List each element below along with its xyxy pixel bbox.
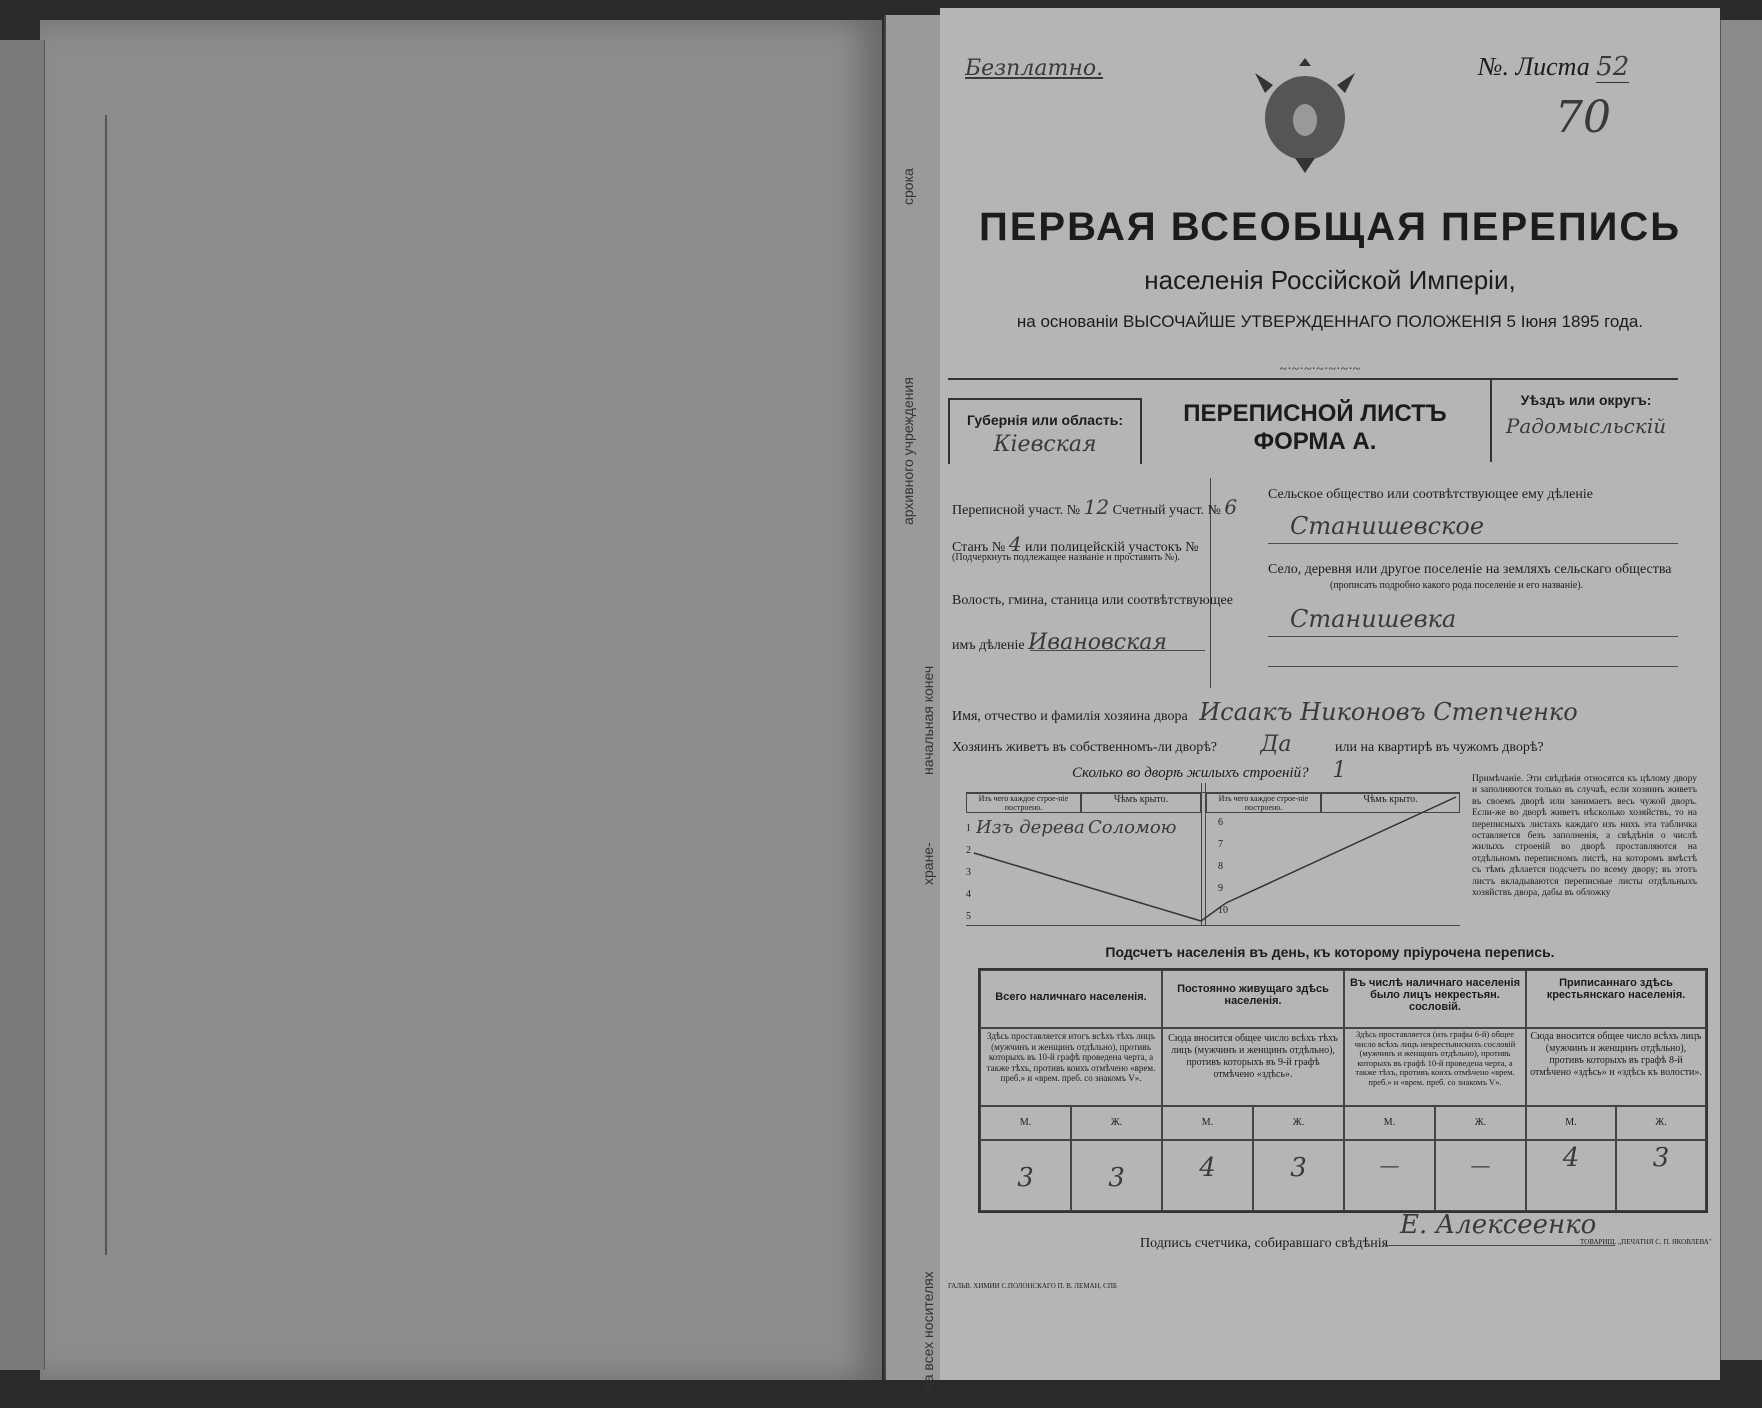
row-num-5: 5	[966, 911, 971, 922]
right-page-edges	[1720, 20, 1762, 1360]
society-value: Станишевское	[1290, 512, 1485, 540]
police-label: или полицейскій участокъ №	[1024, 540, 1199, 555]
row-num-8: 8	[1218, 861, 1223, 872]
census-section-field	[952, 495, 1237, 519]
row-num-1: 1	[966, 823, 971, 834]
pop-col2-header: Постоянно живущаго здѣсь населенія.	[1162, 970, 1344, 1028]
ornament-divider: ~·~·~·~·~·~·~	[1279, 362, 1361, 377]
society-label: Сельское общество или соотвѣтствующее ему дѣленіе	[1268, 487, 1593, 502]
pop-col2-m-value: 4	[1162, 1140, 1253, 1211]
buildings-count-field	[1072, 758, 1346, 783]
pop-col2-desc: Сюда вносится общее число всѣхъ тѣхъ лицъ (мужчинъ и женщинъ отдѣльно), противъ которыхъ въ 9-й графѣ отмѣчено «здѣсь».	[1162, 1028, 1344, 1106]
pop-col1-m-label: М.	[980, 1106, 1071, 1140]
uezd-block	[1490, 380, 1680, 462]
pop-col4-header: Приписаннаго здѣсь крестьянскаго населенія.	[1526, 970, 1706, 1028]
rented-label: или на квартирѣ въ чужомъ дворѣ?	[1335, 740, 1544, 755]
pop-col1-f-label: Ж.	[1071, 1106, 1162, 1140]
form-title: ПЕРЕПИСНОЙ ЛИСТЪ	[1183, 400, 1447, 427]
row-num-4: 4	[966, 889, 971, 900]
buildings-col2-header: Чѣмъ крыто.	[1081, 793, 1201, 813]
form-letter: ФОРМА А.	[1253, 428, 1377, 455]
spine-label-1: срока	[900, 168, 916, 205]
population-title: Подсчетъ населенія въ день, къ которому пріурочена перепись.	[1105, 944, 1555, 960]
spine-strip	[884, 15, 944, 1390]
pop-col4-m-label: М.	[1526, 1106, 1616, 1140]
page-subtitle: населенія Россійской Имперіи,	[1144, 265, 1516, 295]
owner-value: Исаакъ Никоновъ Степченко	[1199, 698, 1578, 726]
village-value: Станишевка	[1290, 605, 1457, 633]
own-yard-value: Да	[1260, 732, 1292, 757]
uezd-label: Уѣздъ или округъ:	[1520, 392, 1652, 408]
spine-label-5: на всех носителях	[920, 1271, 936, 1390]
stan-value: 4	[1008, 532, 1022, 556]
village-underline	[1268, 636, 1678, 637]
owner-field	[952, 698, 1578, 726]
left-page-edges	[0, 40, 45, 1370]
own-yard-field	[952, 732, 1544, 757]
spine-label-2: архивного учреждения	[900, 377, 916, 525]
pop-col2-m-label: М.	[1162, 1106, 1253, 1140]
coat-of-arms-icon	[1250, 48, 1360, 178]
census-section-label: Переписной участ. №	[952, 503, 1081, 518]
buildings-col1-header: Изъ чего каждое строе-ніе построено.	[966, 793, 1081, 813]
row1-material: Изъ дерева	[976, 817, 1085, 838]
society-underline	[1268, 543, 1678, 544]
count-section-value: 6	[1224, 495, 1238, 519]
pop-col1-desc: Здѣсь проставляется итогъ всѣхъ тѣхъ лицъ (мужчинъ и женщинъ отдѣльно), противъ которыхъ въ 10-й графѣ проведена черта, а также тѣхъ, противъ коихъ отмѣчено «врем. преб.» и «врем. преб. со знакомъ V».	[980, 1028, 1162, 1106]
signature-label: Подпись счетчика, собиравшаго свѣдѣнія	[1140, 1236, 1389, 1251]
row-num-10: 10	[1218, 905, 1228, 916]
buildings-label: Сколько во дворѣ жилыхъ строеній?	[1072, 765, 1309, 781]
count-section-label: Счетный участ. №	[1112, 503, 1221, 518]
volost-label-2: имъ дѣленіе	[952, 638, 1025, 653]
buildings-table	[966, 792, 1460, 926]
pop-col3-m-label: М.	[1344, 1106, 1435, 1140]
own-yard-label: Хозяинъ живетъ въ собственномъ-ли дворѣ?	[952, 740, 1218, 755]
page-basis: на основаніи ВЫСОЧАЙШЕ УТВЕРЖДЕННАГО ПОЛОЖЕНІЯ 5 Іюня 1895 года.	[1016, 312, 1644, 331]
archive-number: 70	[1555, 92, 1611, 143]
buildings-col1-header-right: Изъ чего каждое строе-ніе построено.	[1206, 793, 1321, 813]
police-hint: (Подчеркнуть подлежащее названіе и проставить №).	[952, 552, 1180, 563]
stan-label: Станъ №	[952, 540, 1006, 555]
uezd-value: Радомысльскій	[1505, 414, 1667, 438]
pop-col3-f-value: —	[1435, 1140, 1526, 1211]
pop-col4-desc: Сюда вносится общее число всѣхъ лицъ (мужчинъ и женщинъ отдѣльно), противъ которыхъ въ графѣ 8-й отмѣчено «здѣсь» и «здѣсь къ волости».	[1526, 1028, 1706, 1106]
page-title: ПЕРВАЯ ВСЕОБЩАЯ ПЕРЕПИСЬ	[979, 205, 1681, 249]
volost-label: Волость, гмина, станица или соотвѣтствующее	[952, 593, 1233, 608]
free-label: Безплатно.	[965, 56, 1104, 81]
volost-value: Ивановская	[1028, 630, 1167, 655]
village-label: Село, деревня или другое поселеніе на земляхъ сельскаго общества	[1268, 562, 1672, 577]
strike-lines	[966, 793, 1460, 925]
pop-col3-header: Въ числѣ наличнаго населенія было лицъ некрестьян. сословій.	[1344, 970, 1526, 1028]
note-text: Примѣчаніе. Эти свѣдѣнія относятся къ цѣлому двору и заполняются только въ случаѣ, если хозяинъ живетъ въ своемъ дворѣ или занимаетъ весь чужой дворъ. Если-же во дворѣ живетъ нѣсколько хозяйствъ, то на переписныхъ листахъ каждаго изъ нихъ эта табличка оставляется безъ заполненія, а свѣдѣнія о числѣ жилыхъ строеній во дворѣ проставляются на отдѣльномъ переписномъ листѣ, на которомъ вмѣстѣ съ тѣмъ дѣлается подсчетъ по всему двору; въ этотъ листъ вкладываются переписные листы отдѣльныхъ хозяйствъ двора, дабы въ обложку	[1472, 774, 1697, 899]
population-table	[978, 968, 1708, 1213]
guberniya-value: Кіевская	[993, 432, 1097, 457]
pop-col4-f-label: Ж.	[1616, 1106, 1706, 1140]
pop-col1-header: Всего наличнаго населенія.	[980, 970, 1162, 1028]
row-num-7: 7	[1218, 839, 1223, 850]
spine-label-4: хране-	[920, 842, 936, 885]
left-page	[40, 20, 882, 1380]
village-hint: (прописать подробно какого рода поселеніе и его названіе).	[1330, 580, 1584, 591]
pop-col1-f-value: 3	[1071, 1140, 1162, 1211]
spine-label-3: начальная конеч	[920, 665, 936, 775]
pop-col1-m-value: 3	[980, 1140, 1071, 1211]
census-section-value: 12	[1083, 495, 1110, 519]
sheet-number: 52	[1596, 52, 1630, 82]
buildings-col2-header-right: Чѣмъ крыто.	[1321, 793, 1460, 813]
pop-col2-f-value: 3	[1253, 1140, 1344, 1211]
pop-col4-m-value: 4	[1526, 1140, 1616, 1211]
row-num-3: 3	[966, 867, 971, 878]
volost-field	[952, 630, 1167, 655]
row-num-2: 2	[966, 845, 971, 856]
volost-underline	[1030, 650, 1205, 651]
pop-col3-m-value: —	[1344, 1140, 1435, 1211]
row-num-9: 9	[1218, 883, 1223, 894]
pop-col3-desc: Здѣсь проставляется (изъ графы 6-й) общее число всѣхъ лицъ некрестьянскихъ сословій (мужчинъ и женщинъ отдѣльно), противъ которыхъ въ графѣ 10-й проведена черта, а также тѣхъ, противъ коихъ отмѣчено «врем. преб.» и «врем. преб. со знакомъ V».	[1344, 1028, 1526, 1106]
guberniya-label: Губернія или область:	[966, 412, 1124, 428]
guberniya-block	[948, 398, 1142, 464]
sheet-number-label	[1478, 52, 1629, 82]
village-underline-2	[1268, 666, 1678, 667]
left-margin-rule	[105, 115, 107, 1255]
pop-col4-f-value: 3	[1616, 1140, 1706, 1211]
pop-col2-f-label: Ж.	[1253, 1106, 1344, 1140]
owner-label: Имя, отчество и фамилія хозяина двора	[952, 709, 1188, 724]
pop-col3-f-label: Ж.	[1435, 1106, 1526, 1140]
row-num-6: 6	[1218, 817, 1223, 828]
sheet-label: №. Листа	[1478, 52, 1590, 81]
printer-right: ТОВАРИЩ. „ПЕЧАТНЯ С. П. ЯКОВЛЕВА"	[1580, 1238, 1712, 1246]
row1-roof: Соломою	[1088, 817, 1177, 838]
buildings-value: 1	[1332, 758, 1347, 783]
printer-left: ГАЛЬВ. ХИМИИ С.ПОЛОНСКАГО П. В. ЛЕМАН, СПБ	[948, 1282, 1117, 1290]
signature-value: Е. Алексеенко	[1400, 1210, 1597, 1240]
